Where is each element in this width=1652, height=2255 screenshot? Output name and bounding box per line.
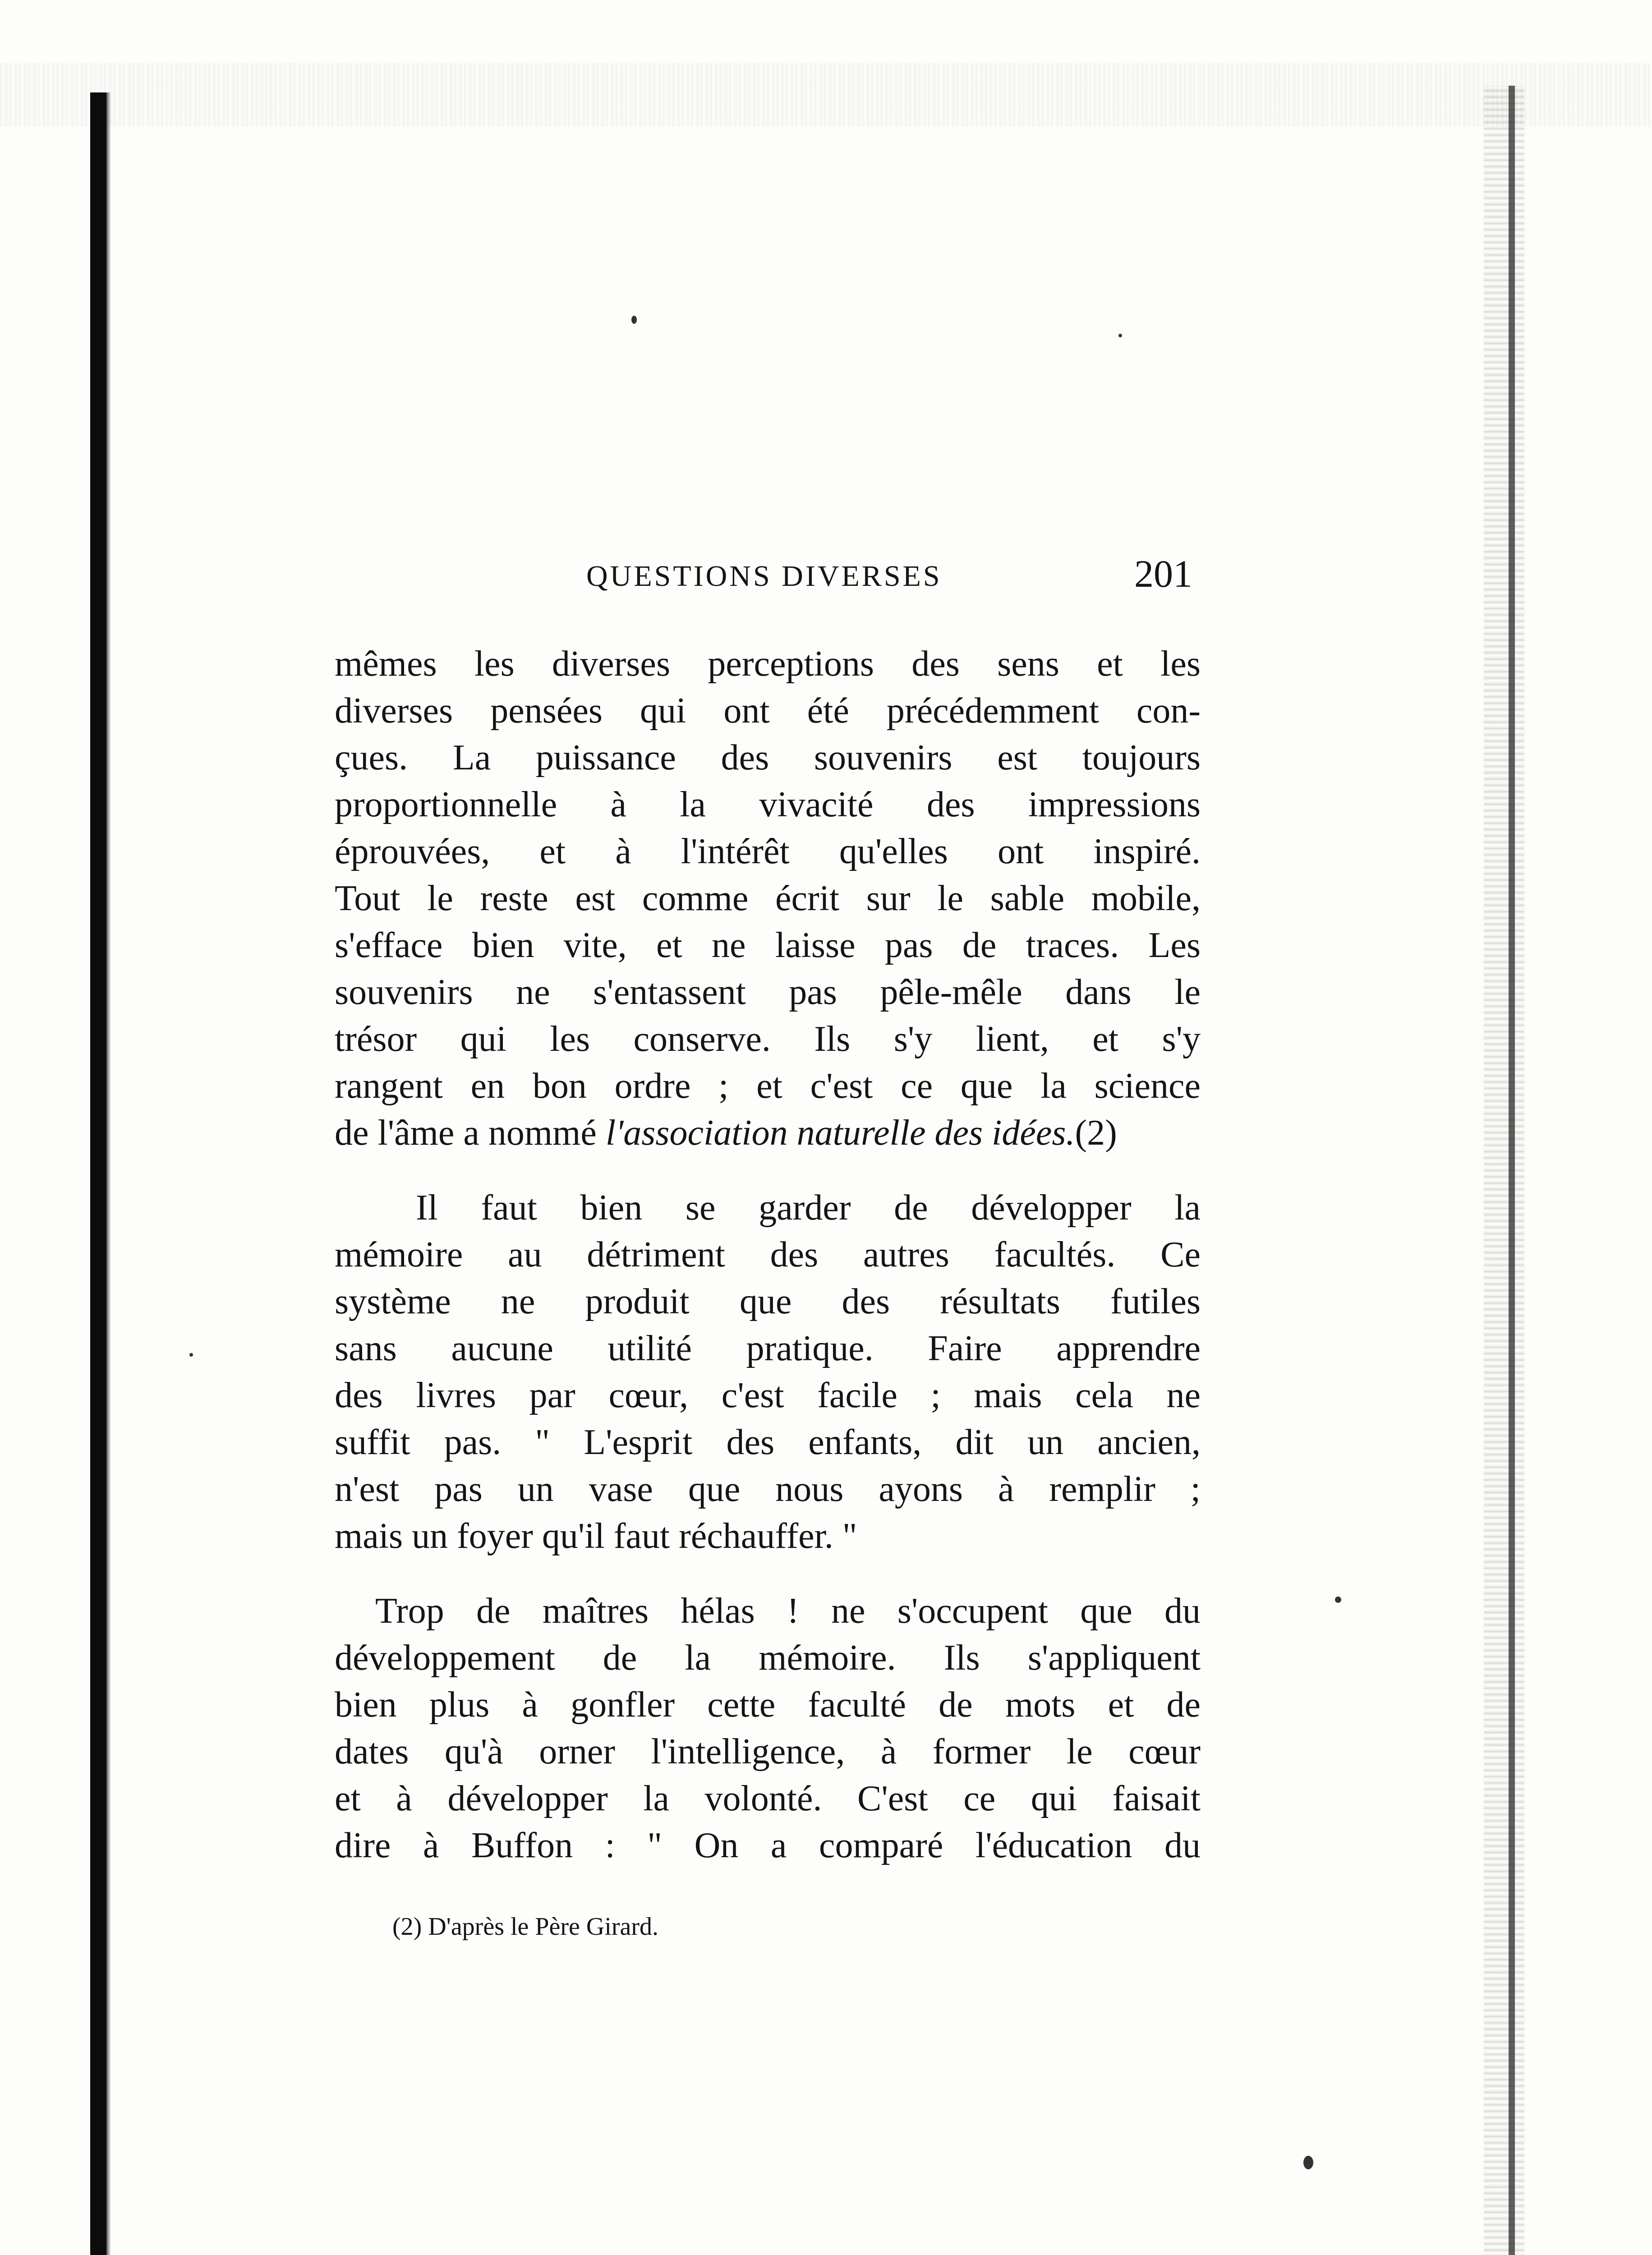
text-line: sans aucune utilité pratique. Faire apprendre (335, 1329, 1201, 1368)
text-line (335, 1109, 1201, 1156)
paragraph-gap (335, 1560, 1201, 1588)
scan-noise-top (0, 63, 1652, 126)
scan-speck (1335, 1597, 1341, 1603)
text-line: diverses pensées qui ont été précédemment con- (335, 691, 1201, 731)
text-line: bien plus à gonfler cette faculté de mots et de (335, 1685, 1201, 1725)
binding-gradient (106, 92, 111, 2255)
footnote-ref: (2) (1075, 1113, 1117, 1153)
paragraph-gap (335, 1156, 1201, 1184)
text-line: mêmes les diverses perceptions des sens et les (335, 644, 1201, 684)
scan-speck (1118, 334, 1122, 337)
text-line: éprouvées, et à l'intérêt qu'elles ont inspiré. (335, 832, 1201, 871)
text-line: mémoire au détriment des autres facultés. Ce (335, 1235, 1201, 1275)
text-line: Il faut bien se garder de développer la (416, 1188, 1201, 1228)
footnote: (2) D'après le Père Girard. (392, 1913, 659, 1941)
text-line: souvenirs ne s'entassent pas pêle-mêle dans le (335, 972, 1201, 1012)
binding-shadow-bar (90, 92, 106, 2255)
running-head: QUESTIONS DIVERSES (586, 560, 942, 593)
paragraph-2 (335, 1184, 1201, 1560)
page-number: 201 (1134, 552, 1192, 595)
text-line: dates qu'à orner l'intelligence, à former le cœur (335, 1732, 1201, 1772)
page-edge-right (1484, 86, 1524, 2255)
text-line: rangent en bon ordre ; et c'est ce que la science (335, 1066, 1201, 1106)
text-line: n'est pas un vase que nous ayons à remplir ; (335, 1469, 1201, 1509)
text-line: développement de la mémoire. Ils s'appliquent (335, 1638, 1201, 1678)
italic-term: l'association naturelle des idées. (605, 1113, 1075, 1153)
text-line: système ne produit que des résultats futiles (335, 1282, 1201, 1321)
paragraph-1 (335, 640, 1201, 1156)
text-line: suffit pas. " L'esprit des enfants, dit un ancien, (335, 1422, 1201, 1462)
text-line: s'efface bien vite, et ne laisse pas de traces. Les (335, 925, 1201, 965)
text-line: çues. La puissance des souvenirs est toujours (335, 738, 1201, 778)
text-line: Trop de maîtres hélas ! ne s'occupent que du (375, 1591, 1201, 1631)
body-text (335, 640, 1201, 1869)
text-line: mais un foyer qu'il faut réchauffer. " (335, 1516, 857, 1556)
text-line: dire à Buffon : " On a comparé l'éducation du (335, 1826, 1201, 1865)
scan-speck (631, 316, 637, 324)
text-line: et à développer la volonté. C'est ce qui faisait (335, 1779, 1201, 1818)
page-edge-right-line (1509, 86, 1515, 2255)
text-line: trésor qui les conserve. Ils s'y lient, et s'y (335, 1019, 1201, 1059)
text-line: des livres par cœur, c'est facile ; mais cela ne (335, 1376, 1201, 1415)
scan-speck (1303, 2156, 1313, 2169)
text-line: Tout le reste est comme écrit sur le sable mobile, (335, 879, 1201, 918)
scan-speck (189, 1353, 193, 1357)
text-line: proportionnelle à la vivacité des impressions (335, 785, 1201, 824)
text-run: de l'âme a nommé (335, 1113, 606, 1153)
paragraph-3 (335, 1588, 1201, 1869)
